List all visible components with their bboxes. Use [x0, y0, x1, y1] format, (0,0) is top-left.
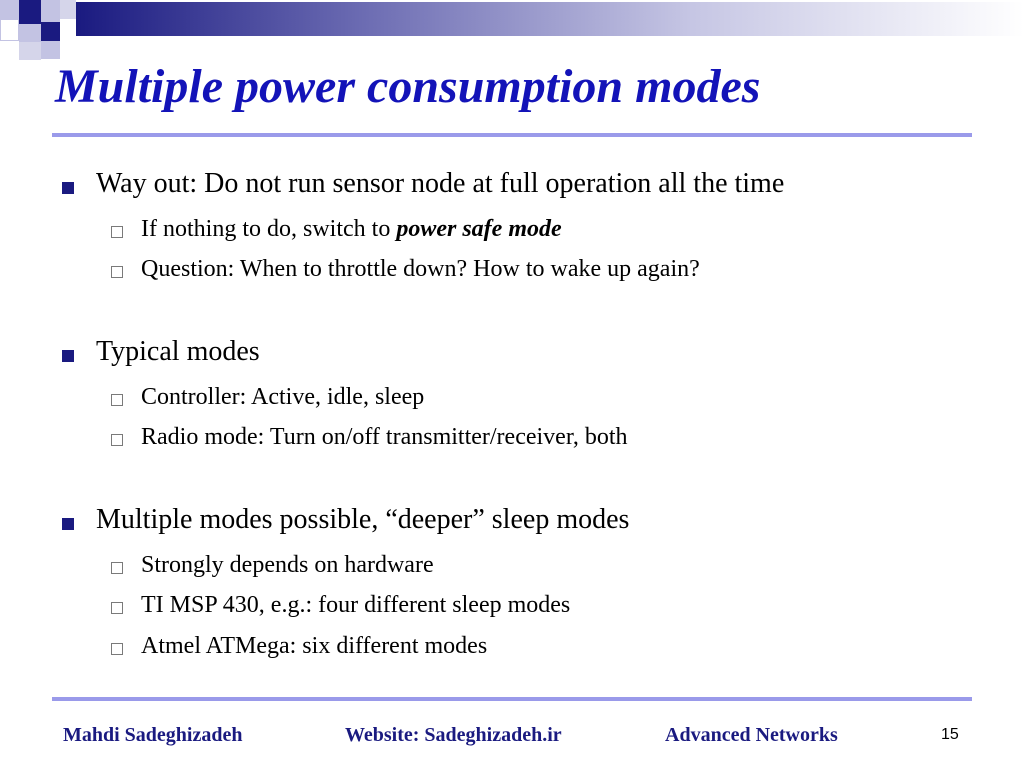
corner-square-decoration: [60, 0, 76, 19]
sub-bullet-item: Controller: Active, idle, sleep: [141, 384, 425, 410]
hollow-square-bullet-icon: [111, 434, 123, 446]
sub-bullet-item: Atmel ATMega: six different modes: [141, 633, 488, 659]
page-number: 15: [941, 726, 959, 743]
sub-bullet-item: Question: When to throttle down? How to wake up again?: [141, 256, 700, 282]
bullet-item: Way out: Do not run sensor node at full operation all the time: [96, 168, 785, 199]
hollow-square-bullet-icon: [111, 643, 123, 655]
sub-bullet-item: Radio mode: Turn on/off transmitter/receiver, both: [141, 424, 628, 450]
corner-square-decoration: [19, 0, 41, 24]
corner-square-decoration: [41, 0, 60, 22]
hollow-square-bullet-icon: [111, 394, 123, 406]
footer-website: Website: Sadeghizadeh.ir: [345, 724, 562, 746]
emphasized-text: power safe mode: [396, 216, 562, 242]
bullet-item: Multiple modes possible, “deeper” sleep modes: [96, 504, 630, 535]
sub-bullet-item: TI MSP 430, e.g.: four different sleep modes: [141, 592, 571, 618]
sub-bullet-text: If nothing to do, switch to: [141, 216, 397, 242]
bullet-item: Typical modes: [96, 336, 260, 367]
slide-title: Multiple power consumption modes: [55, 60, 761, 113]
corner-square-decoration: [19, 24, 41, 42]
footer-divider: [52, 697, 972, 701]
hollow-square-bullet-icon: [111, 266, 123, 278]
footer-course: Advanced Networks: [665, 724, 838, 746]
hollow-square-bullet-icon: [111, 226, 123, 238]
square-bullet-icon: [62, 518, 74, 530]
sub-bullet-item: Strongly depends on hardware: [141, 552, 434, 578]
footer-author: Mahdi Sadeghizadeh: [63, 724, 243, 746]
title-divider: [52, 133, 972, 137]
square-bullet-icon: [62, 182, 74, 194]
square-bullet-icon: [62, 350, 74, 362]
corner-square-decoration: [19, 42, 41, 60]
corner-square-decoration: [0, 19, 19, 41]
sub-bullet-item: [141, 216, 562, 243]
header-gradient-bar: [76, 2, 1024, 36]
corner-square-decoration: [0, 0, 19, 19]
corner-square-decoration: [41, 22, 60, 41]
hollow-square-bullet-icon: [111, 562, 123, 574]
hollow-square-bullet-icon: [111, 602, 123, 614]
